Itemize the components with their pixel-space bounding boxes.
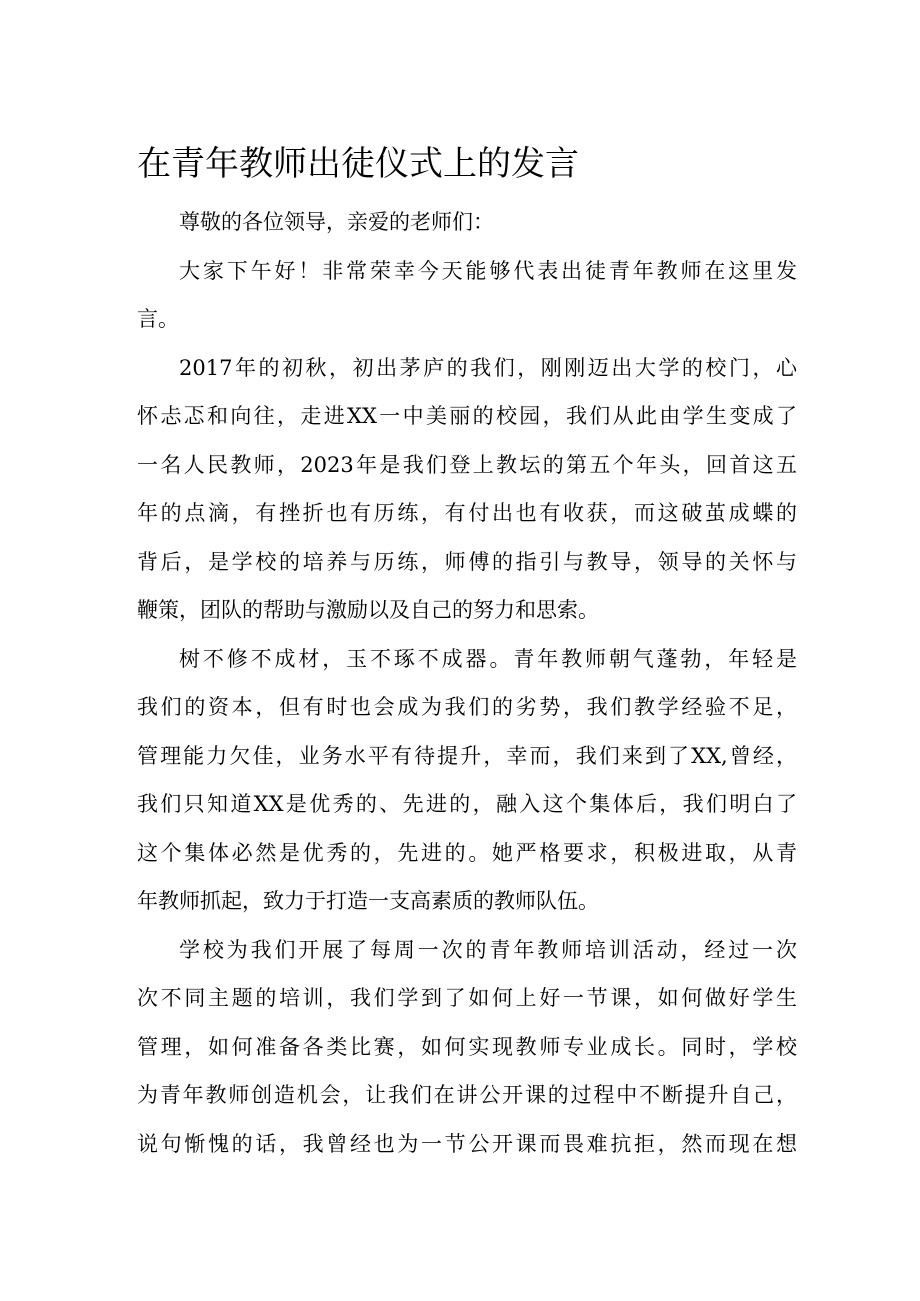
paragraph-2017 bbox=[137, 344, 797, 635]
text-line: 为青年教师创造机会，让我们在讲公开课的过程中不断提升自己， bbox=[137, 1083, 797, 1107]
text-line: 学校为我们开展了每周一次的青年教师培训活动，经过一次 bbox=[179, 937, 797, 962]
text-line: 说句惭愧的话，我曾经也为一节公开课而畏难抗拒，然而现在想 bbox=[137, 1131, 797, 1156]
text-line: 管理能力欠佳，业务水平有待提升，幸而，我们来到了XX,曾经， bbox=[137, 743, 797, 768]
document-title: 在青年教师出徒仪式上的发言 bbox=[137, 144, 579, 184]
text-line: 年的点滴，有挫折也有历练，有付出也有收获，而这破茧成蝶的 bbox=[137, 501, 797, 525]
paragraph-training bbox=[137, 926, 797, 1169]
text-line: 我们只知道XX是优秀的、先进的，融入这个集体后，我们明白了 bbox=[137, 792, 797, 816]
text-line: 管理，如何准备各类比赛，如何实现教师专业成长。同时，学校 bbox=[137, 1034, 797, 1059]
document-body bbox=[137, 198, 797, 1168]
text-line: 尊敬的各位领导，亲爱的老师们： bbox=[179, 210, 494, 234]
text-line: 大家下午好！非常荣幸今天能够代表出徒青年教师在这里发 bbox=[179, 258, 797, 283]
text-line: 2017年的初秋，初出茅庐的我们，刚刚迈出大学的校门，心 bbox=[179, 355, 797, 380]
text-line: 背后，是学校的培养与历练，师傅的指引与教导，领导的关怀与 bbox=[137, 549, 797, 574]
text-line: 年教师抓起，致力于打造一支高素质的教师队伍。 bbox=[137, 889, 599, 913]
text-line: 树不修不成材，玉不琢不成器。青年教师朝气蓬勃，年轻是 bbox=[179, 646, 797, 671]
text-line: 怀忐忑和向往，走进XX一中美丽的校园，我们从此由学生变成了 bbox=[137, 404, 797, 428]
paragraph-greeting bbox=[137, 247, 797, 344]
text-line: 次不同主题的培训，我们学到了如何上好一节课，如何做好学生 bbox=[137, 986, 797, 1010]
text-line: 言。 bbox=[137, 307, 179, 331]
text-line: 我们的资本，但有时也会成为我们的劣势，我们教学经验不足， bbox=[137, 695, 797, 719]
paragraph-salutation bbox=[137, 198, 797, 247]
text-line: 鞭策，团队的帮助与激励以及自己的努力和思索。 bbox=[137, 598, 599, 622]
text-line: 一名人民教师，2023年是我们登上教坛的第五个年头，回首这五 bbox=[137, 452, 797, 477]
text-line: 这个集体必然是优秀的，先进的。她严格要求，积极进取，从青 bbox=[137, 840, 797, 865]
paragraph-growth bbox=[137, 635, 797, 926]
